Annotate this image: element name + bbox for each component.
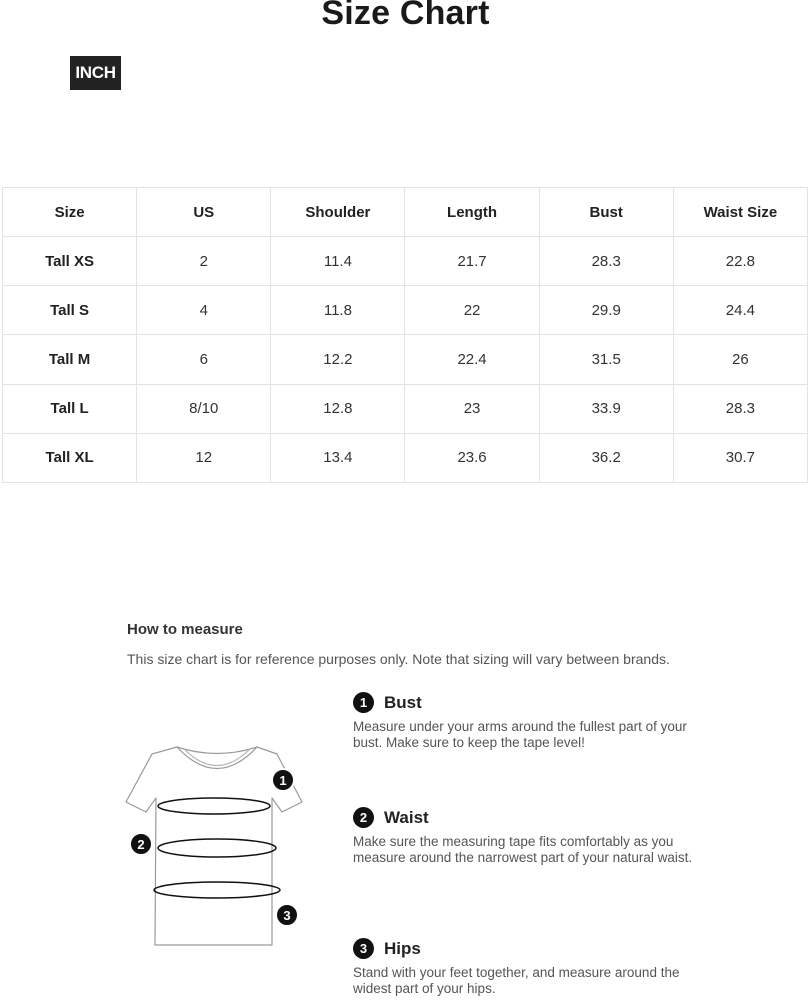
marker-1-icon	[272, 769, 294, 791]
size-cell: Tall L	[3, 384, 137, 433]
reference-note: This size chart is for reference purposes only. Note that sizing will vary between brands.	[127, 651, 670, 667]
step-bust	[353, 692, 713, 751]
table-cell: 24.4	[673, 286, 807, 335]
unit-toggle-inch[interactable]: INCH	[70, 56, 121, 90]
how-to-measure-heading: How to measure	[127, 621, 243, 638]
column-header: Length	[405, 188, 539, 237]
table-cell: 11.4	[271, 237, 405, 286]
step-description: Stand with your feet together, and measure around the widest part of your hips.	[353, 965, 680, 996]
size-table	[2, 187, 808, 483]
table-cell: 11.8	[271, 286, 405, 335]
table-cell: 4	[137, 286, 271, 335]
step-title: Bust	[384, 692, 422, 712]
table-cell: 6	[137, 335, 271, 384]
step-number-badge: 2	[353, 807, 374, 828]
table-cell: 12.8	[271, 384, 405, 433]
table-cell: 29.9	[539, 286, 673, 335]
table-row	[3, 286, 808, 335]
table-cell: 31.5	[539, 335, 673, 384]
table-cell: 26	[673, 335, 807, 384]
step-description: Make sure the measuring tape fits comfortably as you measure around the narrowest part of your natural waist.	[353, 834, 693, 865]
table-cell: 12.2	[271, 335, 405, 384]
page-title: Size Chart	[321, 0, 490, 32]
table-cell: 33.9	[539, 384, 673, 433]
column-header: Shoulder	[271, 188, 405, 237]
table-header-row	[3, 188, 808, 237]
table-row	[3, 433, 808, 482]
marker-3-label: 3	[283, 908, 291, 923]
size-cell: Tall S	[3, 286, 137, 335]
step-description: Measure under your arms around the fullest part of your bust. Make sure to keep the tape level!	[353, 719, 687, 750]
table-cell: 28.3	[673, 384, 807, 433]
table-row	[3, 335, 808, 384]
table-row	[3, 237, 808, 286]
table-cell: 36.2	[539, 433, 673, 482]
table-cell: 22	[405, 286, 539, 335]
step-number-badge: 1	[353, 692, 374, 713]
table-cell: 8/10	[137, 384, 271, 433]
table-cell: 12	[137, 433, 271, 482]
marker-1-label: 1	[279, 773, 287, 788]
step-hips	[353, 938, 713, 997]
step-title: Hips	[384, 938, 421, 958]
step-title: Waist	[384, 807, 429, 827]
table-cell: 2	[137, 237, 271, 286]
column-header: Waist Size	[673, 188, 807, 237]
table-cell: 21.7	[405, 237, 539, 286]
step-number-badge: 3	[353, 938, 374, 959]
table-cell: 23.6	[405, 433, 539, 482]
table-cell: 22.8	[673, 237, 807, 286]
size-cell: Tall XL	[3, 433, 137, 482]
size-cell: Tall M	[3, 335, 137, 384]
column-header: Size	[3, 188, 137, 237]
shirt-measure-diagram	[122, 738, 312, 953]
step-waist	[353, 807, 713, 866]
table-cell: 23	[405, 384, 539, 433]
table-cell: 13.4	[271, 433, 405, 482]
marker-2-icon	[130, 833, 152, 855]
column-header: US	[137, 188, 271, 237]
table-cell: 22.4	[405, 335, 539, 384]
marker-2-label: 2	[137, 837, 145, 852]
table-cell: 30.7	[673, 433, 807, 482]
column-header: Bust	[539, 188, 673, 237]
table-cell: 28.3	[539, 237, 673, 286]
table-row	[3, 384, 808, 433]
size-cell: Tall XS	[3, 237, 137, 286]
marker-3-icon	[276, 904, 298, 926]
